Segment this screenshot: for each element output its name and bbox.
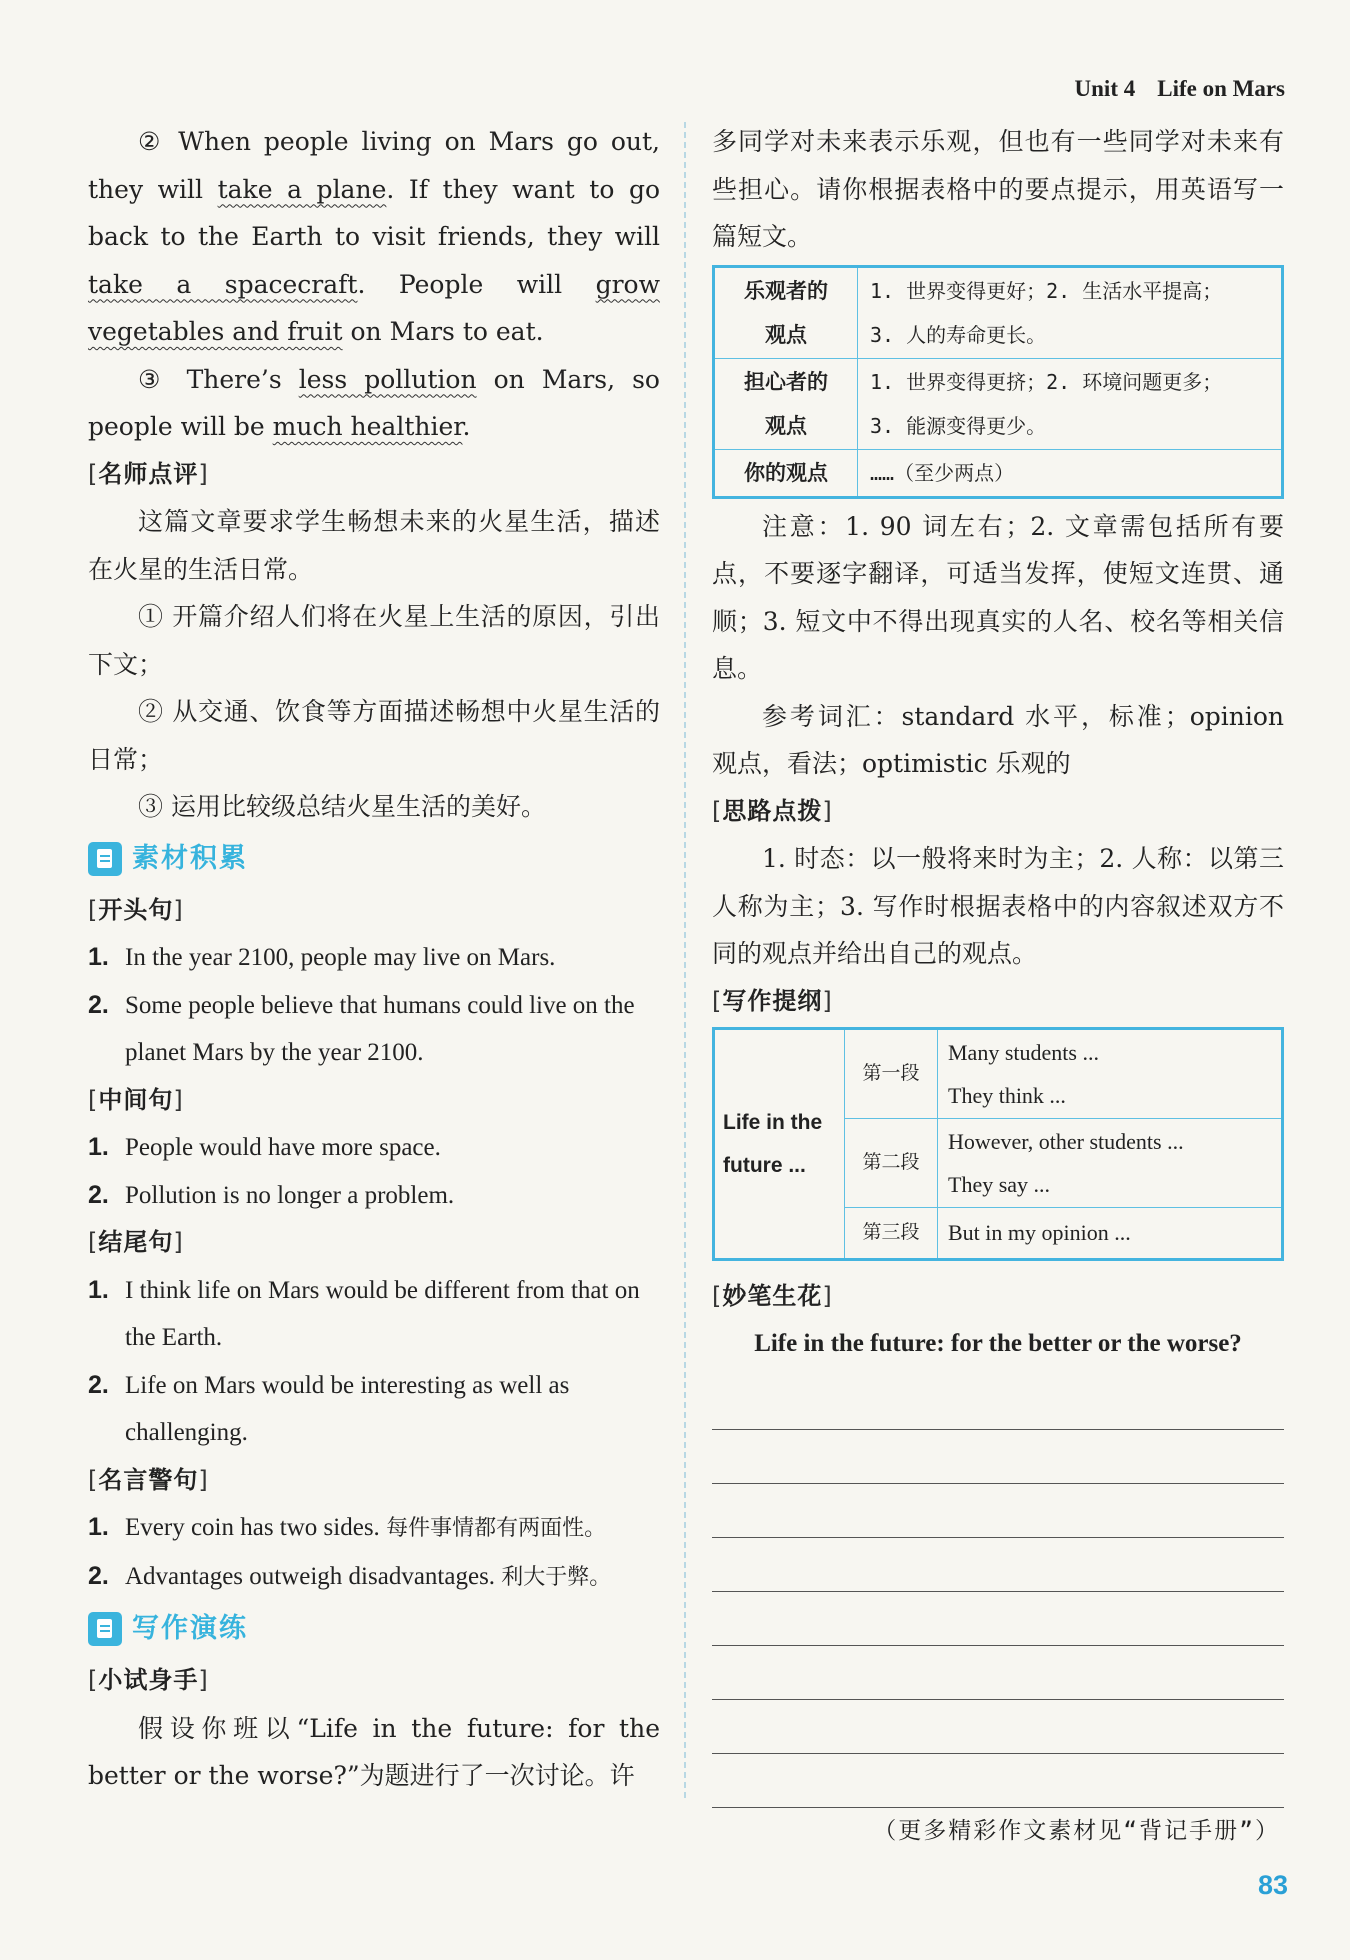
head-line: 担心者的 bbox=[744, 369, 828, 394]
quote-cn: 每件事情都有两面性。 bbox=[386, 1516, 607, 1541]
quote-item bbox=[88, 1504, 660, 1553]
tag-quotes-label: 名言警句 bbox=[98, 1465, 199, 1494]
table-row bbox=[714, 449, 1283, 497]
head-line: 你的观点 bbox=[744, 460, 828, 485]
p3-text: . bbox=[462, 412, 471, 441]
item-number: 2. bbox=[88, 1561, 109, 1590]
item-text: People would have more space. bbox=[125, 1134, 441, 1161]
tag-writing-label: 妙笔生花 bbox=[722, 1281, 823, 1310]
para-line: Many students ... bbox=[948, 1040, 1099, 1065]
table-row bbox=[714, 266, 1283, 358]
item-number: 2. bbox=[88, 1180, 109, 1209]
para-line: They think ... bbox=[948, 1083, 1066, 1108]
tag-opening: [开头句] bbox=[88, 895, 184, 924]
cell-line: 1. 世界变得更挤；2. 环境问题更多； bbox=[870, 369, 1223, 394]
section-practice bbox=[88, 1601, 660, 1657]
table-head-cell bbox=[714, 449, 858, 497]
topic-line: future ... bbox=[723, 1153, 806, 1177]
item-number: 1. bbox=[88, 943, 109, 971]
more-materials-note: （更多精彩作文素材见“背记手册”） bbox=[873, 1818, 1280, 1844]
section-practice-title: 写作演练 bbox=[132, 1613, 248, 1645]
cell-line: 3. 人的寿命更长。 bbox=[870, 322, 1047, 347]
quote-en: Advantages outweigh disadvantages. bbox=[125, 1562, 496, 1590]
tag-writing: [妙笔生花] bbox=[712, 1281, 833, 1310]
tag-ending-label: 结尾句 bbox=[98, 1228, 174, 1256]
p3-text: on Mars, so people will be bbox=[88, 364, 660, 441]
p2-highlight-2: take a spacecraft bbox=[88, 269, 358, 299]
p2-highlight-1: take a plane bbox=[217, 174, 387, 204]
p3-text: ③ There’s bbox=[138, 364, 299, 394]
tag-review-label: 名师点评 bbox=[98, 459, 199, 488]
para-line: They say ... bbox=[948, 1172, 1051, 1197]
review-line: ① 开篇介绍人们将在火星上生活的原因，引出下文； bbox=[88, 602, 660, 679]
outline-table bbox=[712, 1027, 1284, 1261]
cell-line: 1. 世界变得更好；2. 生活水平提高； bbox=[870, 278, 1223, 303]
head-line: 乐观者的 bbox=[744, 278, 828, 303]
review-line: ③ 运用比较级总结火星生活的美好。 bbox=[138, 792, 546, 821]
writing-line[interactable] bbox=[712, 1700, 1284, 1754]
writing-line[interactable] bbox=[712, 1592, 1284, 1646]
paragraph-2 bbox=[88, 118, 660, 356]
writing-line[interactable] bbox=[712, 1754, 1284, 1808]
item-number: 1. bbox=[88, 1275, 109, 1304]
head-line: 观点 bbox=[765, 413, 807, 438]
head-line: 观点 bbox=[765, 322, 807, 347]
pencil-note-icon bbox=[88, 1612, 122, 1646]
outline-topic bbox=[714, 1029, 845, 1260]
table-row bbox=[714, 358, 1283, 449]
page-header bbox=[1053, 76, 1285, 102]
tag-ending: [结尾句] bbox=[88, 1228, 184, 1256]
writing-line[interactable] bbox=[712, 1430, 1284, 1484]
cell-line: ……（至少两点） bbox=[870, 460, 1015, 485]
unit-title: Life on Mars bbox=[1157, 76, 1285, 101]
paragraph-3 bbox=[88, 356, 660, 451]
item-text: Life on Mars would be interesting as well as challenging. bbox=[125, 1371, 570, 1446]
essay-title: Life in the future: for the better or the worse? bbox=[754, 1330, 1242, 1357]
list-item bbox=[88, 934, 660, 982]
tag-opening-label: 开头句 bbox=[98, 895, 174, 924]
tag-review: [名师点评] bbox=[88, 459, 209, 488]
list-item bbox=[88, 1124, 660, 1172]
table-body-cell bbox=[858, 266, 1283, 358]
table-body-cell bbox=[858, 449, 1283, 497]
item-text: Some people believe that humans could live on the planet Mars by the year 2100. bbox=[125, 991, 635, 1066]
tag-try: [小试身手] bbox=[88, 1666, 209, 1694]
tag-thinking: [思路点拨] bbox=[712, 796, 833, 825]
table-body-cell bbox=[858, 358, 1283, 449]
tag-thinking-label: 思路点拨 bbox=[722, 796, 823, 825]
cell-line: 3. 能源变得更少。 bbox=[870, 413, 1047, 438]
p2-text: . People will bbox=[357, 269, 596, 299]
column-divider bbox=[684, 122, 686, 1798]
item-text: In the year 2100, people may live on Mars. bbox=[125, 944, 556, 971]
thinking: 1. 时态：以一般将来时为主；2. 人称：以第三人称为主；3. 写作时根据表格中的内容叙述双方不同的观点并给出自己的观点。 bbox=[712, 844, 1284, 968]
p3-highlight-1: less pollution bbox=[298, 364, 477, 394]
tag-outline: [写作提纲] bbox=[712, 986, 833, 1015]
p2-highlight-3: grow vegetables and fruit bbox=[88, 269, 660, 346]
quote-cn: 利大于弊。 bbox=[501, 1564, 612, 1590]
writing-line[interactable] bbox=[712, 1484, 1284, 1538]
tag-middle: [中间句] bbox=[88, 1085, 184, 1114]
tag-middle-label: 中间句 bbox=[98, 1085, 174, 1114]
review-line: 这篇文章要求学生畅想未来的火星生活，描述在火星的生活日常。 bbox=[88, 507, 660, 584]
item-number: 2. bbox=[88, 1370, 109, 1399]
item-number: 1. bbox=[88, 1513, 109, 1541]
notebook-icon bbox=[88, 842, 122, 876]
para-content bbox=[938, 1029, 1283, 1119]
p3-highlight-2: much healthier bbox=[272, 412, 463, 441]
writing-line[interactable] bbox=[712, 1538, 1284, 1592]
tag-try-label: 小试身手 bbox=[98, 1666, 199, 1694]
left-column bbox=[88, 118, 660, 1800]
p2-text: on Mars to eat. bbox=[342, 317, 544, 346]
list-item bbox=[88, 982, 660, 1077]
para-line: However, other students ... bbox=[948, 1129, 1184, 1154]
prompt-intro: 多同学对未来表示乐观，但也有一些同学对未来有些担心。请你根据表格中的要点提示，用英语写一篇短文。 bbox=[712, 127, 1284, 251]
topic-line: Life in the bbox=[723, 1110, 823, 1134]
tag-quotes: [名言警句] bbox=[88, 1465, 209, 1494]
para-line: But in my opinion ... bbox=[948, 1220, 1131, 1246]
review-line: ② 从交通、饮食等方面描述畅想中火星生活的日常； bbox=[88, 697, 660, 774]
list-item bbox=[88, 1267, 660, 1362]
writing-lines[interactable] bbox=[712, 1376, 1284, 1808]
quote-en: Every coin has two sides. bbox=[125, 1514, 380, 1541]
unit-label: Unit 4 bbox=[1074, 76, 1136, 101]
para-label: 第一段 bbox=[845, 1029, 938, 1119]
vocab: 参考词汇：standard 水平，标准；opinion 观点，看法；optimistic 乐观的 bbox=[712, 701, 1284, 778]
table-head-cell bbox=[714, 358, 858, 449]
writing-line[interactable] bbox=[712, 1646, 1284, 1700]
page-number: 83 bbox=[1257, 1870, 1288, 1900]
para-content bbox=[938, 1119, 1283, 1208]
table-row bbox=[714, 1029, 1283, 1119]
writing-line[interactable] bbox=[712, 1376, 1284, 1430]
item-text: I think life on Mars would be different from that on the Earth. bbox=[125, 1276, 640, 1351]
para-label: 第二段 bbox=[845, 1119, 938, 1208]
p2-text: . If they want to go back to the Earth to visit friends, they will bbox=[88, 174, 660, 251]
try-text: 假设你班以“Life in the future: for the better or the worse?”为题进行了一次讨论。许 bbox=[88, 1713, 660, 1790]
item-text: Pollution is no longer a problem. bbox=[125, 1181, 455, 1209]
p2-text: ② When people living on Mars go out, they will bbox=[88, 127, 660, 204]
tag-outline-label: 写作提纲 bbox=[722, 986, 823, 1015]
table-head-cell bbox=[714, 266, 858, 358]
para-content bbox=[938, 1208, 1283, 1260]
section-materials bbox=[88, 831, 660, 887]
list-item bbox=[88, 1362, 660, 1457]
item-number: 2. bbox=[88, 990, 109, 1019]
item-number: 1. bbox=[88, 1133, 109, 1161]
notes: 注意：1. 90 词左右；2. 文章需包括所有要点，不要逐字翻译，可适当发挥，使短文连贯、通顺；3. 短文中不得出现真实的人名、校名等相关信息。 bbox=[712, 511, 1284, 683]
list-item bbox=[88, 1172, 660, 1220]
section-materials-title: 素材积累 bbox=[132, 842, 248, 874]
right-column bbox=[712, 118, 1284, 1808]
para-label: 第三段 bbox=[845, 1208, 938, 1260]
quote-item bbox=[88, 1553, 660, 1602]
views-table bbox=[712, 265, 1284, 499]
